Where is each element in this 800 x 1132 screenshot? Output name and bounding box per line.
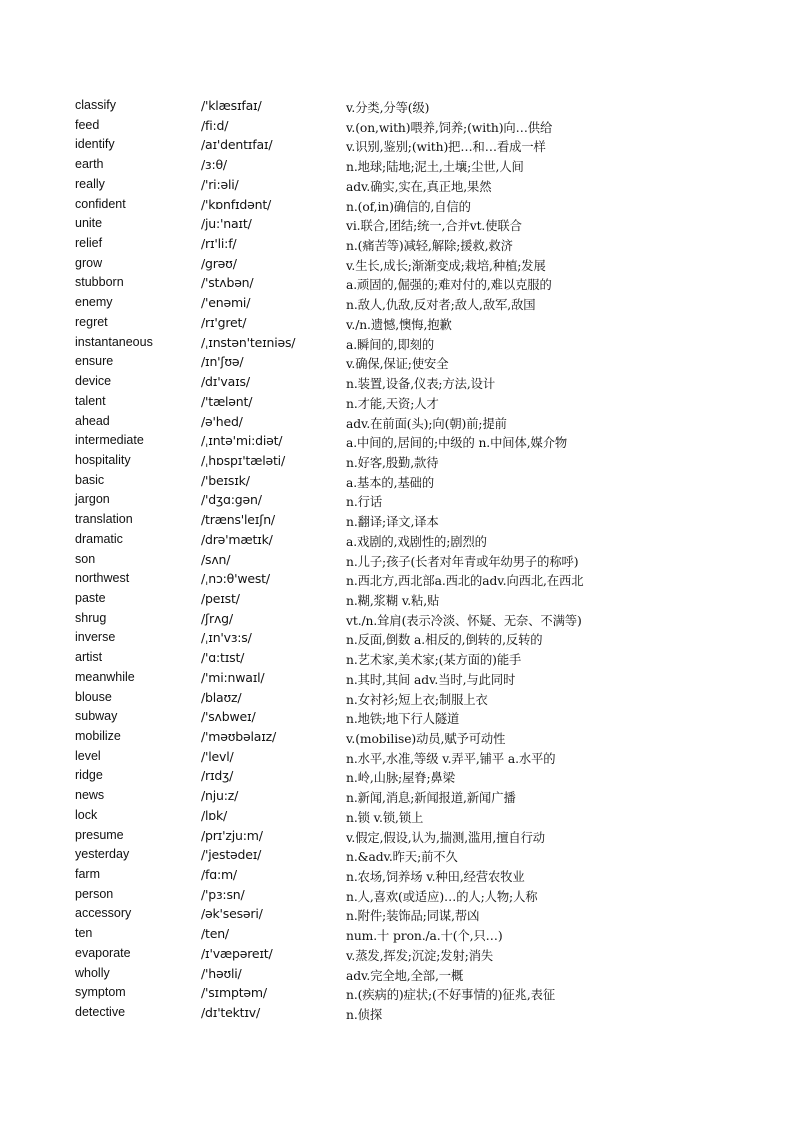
vocab-word: intermediate bbox=[75, 433, 144, 448]
vocab-definition: n.&adv.昨天;前不久 bbox=[346, 850, 458, 865]
vocab-entry bbox=[0, 176, 800, 196]
vocab-phonetic: /'beɪsɪk/ bbox=[201, 472, 250, 488]
vocab-entry bbox=[0, 294, 800, 314]
vocab-definition: n.糊,浆糊 v.粘,贴 bbox=[346, 593, 440, 608]
vocab-definition: vt./n.耸肩(表示冷淡、怀疑、无奈、不满等) bbox=[346, 613, 582, 628]
vocab-phonetic: /blaʊz/ bbox=[201, 689, 242, 705]
vocab-definition: n.锁 v.锁,锁上 bbox=[346, 810, 424, 825]
vocab-phonetic: /ɜ:θ/ bbox=[201, 157, 227, 173]
vocab-phonetic: /'ɑ:tɪst/ bbox=[201, 650, 245, 666]
vocab-word: enemy bbox=[75, 295, 113, 310]
vocab-phonetic: /fɑ:m/ bbox=[201, 867, 237, 883]
vocab-entry bbox=[0, 491, 800, 511]
vocab-entry bbox=[0, 255, 800, 275]
vocab-definition: adv.确实,实在,真正地,果然 bbox=[346, 179, 492, 194]
vocab-definition: n.敌人,仇敌,反对者;敌人,敌军,敌国 bbox=[346, 298, 536, 313]
vocab-definition: v.分类,分等(级) bbox=[346, 101, 430, 115]
vocab-definition: v.假定,假设,认为,揣测,滥用,擅自行动 bbox=[346, 830, 545, 845]
vocab-phonetic: /ˌnɔ:θ'west/ bbox=[201, 571, 270, 587]
vocab-definition: n.侦探 bbox=[346, 1008, 383, 1023]
vocab-definition: n.地球;陆地;泥土,土壤;尘世,人间 bbox=[346, 160, 524, 175]
vocab-phonetic: /ʃrʌg/ bbox=[201, 610, 233, 626]
vocab-entry bbox=[0, 551, 800, 571]
vocab-definition: vi.联合,团结;统一,合并vt.使联合 bbox=[346, 219, 522, 234]
vocab-entry bbox=[0, 196, 800, 216]
vocab-word: really bbox=[75, 176, 105, 191]
vocab-entry bbox=[0, 97, 800, 117]
vocab-phonetic: /drə'mætɪk/ bbox=[201, 531, 273, 547]
vocab-word: presume bbox=[75, 827, 124, 842]
vocab-phonetic: /'sɪmptəm/ bbox=[201, 985, 267, 1001]
vocab-word: symptom bbox=[75, 985, 126, 1000]
vocab-phonetic: /fi:d/ bbox=[201, 117, 229, 133]
vocab-definition: n.反面,倒数 a.相反的,倒转的,反转的 bbox=[346, 633, 543, 648]
vocab-word: hospitality bbox=[75, 452, 131, 467]
vocab-phonetic: /'həʊli/ bbox=[201, 965, 242, 981]
vocab-phonetic: /prɪ'zju:m/ bbox=[201, 827, 263, 843]
vocab-entry bbox=[0, 886, 800, 906]
vocab-phonetic: /'mi:nwaɪl/ bbox=[201, 669, 265, 685]
vocab-word: jargon bbox=[75, 492, 110, 507]
vocab-word: ensure bbox=[75, 354, 114, 369]
vocab-word: meanwhile bbox=[75, 669, 135, 684]
vocab-definition: n.人,喜欢(或适应)…的人;人物;人称 bbox=[346, 889, 538, 904]
vocab-entry bbox=[0, 767, 800, 787]
vocab-word: paste bbox=[75, 590, 106, 605]
vocab-phonetic: /'məʊbəlaɪz/ bbox=[201, 729, 277, 744]
vocab-entry bbox=[0, 689, 800, 709]
vocab-phonetic: /peɪst/ bbox=[201, 590, 240, 606]
vocab-phonetic: /aɪ'dentɪfaɪ/ bbox=[201, 137, 273, 153]
vocab-definition: v.(on,with)喂养,饲养;(with)向…供给 bbox=[346, 120, 553, 135]
vocab-entry bbox=[0, 472, 800, 492]
vocab-entry bbox=[0, 413, 800, 433]
vocab-phonetic: /'pɜ:sn/ bbox=[201, 886, 245, 902]
vocab-word: detective bbox=[75, 1005, 126, 1020]
vocab-entry bbox=[0, 570, 800, 590]
vocab-word: ridge bbox=[75, 768, 103, 783]
vocab-word: regret bbox=[75, 314, 108, 329]
vocab-entry bbox=[0, 117, 800, 137]
vocab-entry bbox=[0, 393, 800, 413]
vocab-word: wholly bbox=[75, 965, 110, 980]
vocab-definition: v.确保,保证;使安全 bbox=[346, 357, 449, 372]
vocab-definition: n.(疾病的)症状;(不好事情的)征兆,表征 bbox=[346, 988, 556, 1003]
vocab-phonetic: /grəʊ/ bbox=[201, 255, 237, 271]
vocab-phonetic: /ək'sesəri/ bbox=[201, 906, 263, 922]
vocab-word: son bbox=[75, 551, 96, 566]
vocab-entry bbox=[0, 866, 800, 886]
vocab-entry bbox=[0, 136, 800, 156]
vocab-word: subway bbox=[75, 709, 118, 724]
vocab-entry bbox=[0, 649, 800, 669]
vocab-definition: n.好客,殷勤,款待 bbox=[346, 455, 439, 470]
vocab-definition: v.识别,鉴别;(with)把…和…看成一样 bbox=[346, 140, 546, 155]
vocab-phonetic: /ˌɪn'vɜ:s/ bbox=[201, 630, 252, 646]
vocab-entry bbox=[0, 432, 800, 452]
vocab-definition: adv.完全地,全部,一概 bbox=[346, 968, 464, 983]
vocab-phonetic: /'ri:əli/ bbox=[201, 176, 239, 192]
vocab-word: talent bbox=[75, 393, 106, 408]
vocab-phonetic: /sʌn/ bbox=[201, 551, 231, 567]
vocab-word: level bbox=[75, 748, 101, 763]
vocab-definition: n.翻译;译文,译本 bbox=[346, 515, 439, 530]
vocab-definition: a.基本的,基础的 bbox=[346, 475, 435, 490]
vocab-entry bbox=[0, 945, 800, 965]
vocab-definition: n.西北方,西北部a.西北的adv.向西北,在西北 bbox=[346, 574, 584, 589]
vocab-word: ahead bbox=[75, 413, 110, 428]
vocab-word: stubborn bbox=[75, 275, 124, 290]
vocab-entry bbox=[0, 1004, 800, 1024]
vocab-phonetic: /'stʌbən/ bbox=[201, 275, 254, 291]
vocab-phonetic: /'sʌbweɪ/ bbox=[201, 709, 256, 725]
vocab-entry bbox=[0, 925, 800, 945]
vocab-word: artist bbox=[75, 650, 103, 665]
vocab-phonetic: /'enəmi/ bbox=[201, 295, 251, 311]
vocab-word: northwest bbox=[75, 571, 130, 586]
vocab-word: relief bbox=[75, 236, 103, 251]
vocab-definition: n.女衬衫;短上衣;制服上衣 bbox=[346, 692, 488, 707]
vocab-entry bbox=[0, 235, 800, 255]
vocab-definition: num.十 pron./a.十(个,只…) bbox=[346, 929, 503, 944]
vocab-definition: adv.在前面(头);向(朝)前;提前 bbox=[346, 416, 507, 431]
vocab-entry bbox=[0, 353, 800, 373]
vocab-word: inverse bbox=[75, 630, 116, 645]
vocab-entry bbox=[0, 827, 800, 847]
vocab-definition: n.儿子;孩子(长者对年青或年幼男子的称呼) bbox=[346, 554, 579, 569]
vocab-definition: n.才能,天资;人才 bbox=[346, 396, 439, 411]
vocab-phonetic: /ju:'naɪt/ bbox=[201, 216, 252, 232]
vocab-entry bbox=[0, 274, 800, 294]
vocab-definition: n.水平,水准,等级 v.弄平,铺平 a.水平的 bbox=[346, 751, 556, 766]
vocab-phonetic: /ɪ'væpəreɪt/ bbox=[201, 945, 273, 961]
vocab-phonetic: /nju:z/ bbox=[201, 788, 239, 804]
vocab-entry bbox=[0, 748, 800, 768]
vocab-word: instantaneous bbox=[75, 334, 153, 349]
vocab-word: person bbox=[75, 886, 114, 901]
vocab-entry bbox=[0, 334, 800, 354]
vocab-word: classify bbox=[75, 98, 116, 112]
vocab-word: device bbox=[75, 374, 112, 389]
vocab-definition: n.其时,其间 adv.当时,与此同时 bbox=[346, 672, 516, 687]
vocab-definition: a.顽固的,倔强的;难对付的,难以克服的 bbox=[346, 278, 552, 293]
vocab-entry bbox=[0, 708, 800, 728]
vocab-entry bbox=[0, 215, 800, 235]
vocab-word: blouse bbox=[75, 689, 112, 704]
vocab-entry bbox=[0, 965, 800, 985]
vocab-word: unite bbox=[75, 216, 103, 231]
vocab-definition: a.戏剧的,戏剧性的;剧烈的 bbox=[346, 534, 487, 549]
vocab-definition: a.中间的,居间的;中级的 n.中间体,媒介物 bbox=[346, 436, 568, 451]
vocab-word: earth bbox=[75, 157, 104, 172]
vocab-phonetic: /træns'leɪʃn/ bbox=[201, 512, 275, 528]
vocab-entry bbox=[0, 846, 800, 866]
vocab-entry bbox=[0, 156, 800, 176]
vocab-definition: n.附件;装饰品;同谋,帮凶 bbox=[346, 909, 480, 924]
vocab-entry bbox=[0, 610, 800, 630]
vocab-entry bbox=[0, 629, 800, 649]
vocab-entry bbox=[0, 373, 800, 393]
vocab-word: basic bbox=[75, 472, 105, 487]
vocab-word: news bbox=[75, 788, 105, 803]
vocab-phonetic: /dɪ'tektɪv/ bbox=[201, 1005, 261, 1021]
vocab-definition: n.地铁;地下行人隧道 bbox=[346, 712, 460, 727]
vocab-definition: n.农场,饲养场 v.种田,经营农牧业 bbox=[346, 870, 525, 885]
vocab-entry bbox=[0, 531, 800, 551]
vocabulary-list bbox=[0, 97, 800, 1024]
vocab-word: lock bbox=[75, 807, 98, 822]
vocab-definition: a.瞬间的,即刻的 bbox=[346, 337, 435, 352]
vocab-word: accessory bbox=[75, 906, 132, 921]
vocab-phonetic: /'levl/ bbox=[201, 748, 234, 764]
vocab-phonetic: /ˌɪntə'mi:diət/ bbox=[201, 433, 283, 449]
vocab-definition: v.蒸发,挥发;沉淀;发射;消失 bbox=[346, 948, 494, 963]
vocab-word: dramatic bbox=[75, 531, 123, 546]
vocab-word: translation bbox=[75, 512, 133, 527]
vocab-word: farm bbox=[75, 867, 100, 882]
vocab-definition: n.(痛苦等)减轻,解除;援救,救济 bbox=[346, 239, 513, 254]
vocab-entry bbox=[0, 787, 800, 807]
vocab-entry bbox=[0, 511, 800, 531]
vocab-word: confident bbox=[75, 196, 126, 211]
vocab-entry bbox=[0, 314, 800, 334]
vocab-phonetic: /rɪ'li:f/ bbox=[201, 236, 237, 252]
vocab-phonetic: /ten/ bbox=[201, 926, 229, 942]
vocab-phonetic: /'jestədeɪ/ bbox=[201, 847, 262, 863]
vocab-definition: n.新闻,消息;新闻报道,新闻广播 bbox=[346, 791, 516, 806]
vocab-phonetic: /rɪ'gret/ bbox=[201, 314, 247, 330]
vocab-definition: v./n.遗憾,懊悔,抱歉 bbox=[346, 317, 452, 332]
vocab-definition: n.(of,in)确信的,自信的 bbox=[346, 199, 471, 214]
vocab-phonetic: /'tælənt/ bbox=[201, 393, 253, 409]
vocab-phonetic: /ɪn'ʃʊə/ bbox=[201, 354, 244, 370]
vocab-entry bbox=[0, 807, 800, 827]
vocab-definition: v.生长,成长;渐渐变成;栽培,种植;发展 bbox=[346, 258, 546, 273]
vocab-phonetic: /'klæsɪfaɪ/ bbox=[201, 98, 262, 113]
vocab-definition: v.(mobilise)动员,赋予可动性 bbox=[346, 732, 506, 746]
vocab-word: identify bbox=[75, 137, 115, 152]
vocab-word: shrug bbox=[75, 610, 107, 625]
vocab-entry bbox=[0, 452, 800, 472]
vocab-word: evaporate bbox=[75, 945, 131, 960]
vocab-word: grow bbox=[75, 255, 103, 270]
vocab-definition: n.艺术家,美术家;(某方面的)能手 bbox=[346, 653, 522, 668]
vocab-entry bbox=[0, 728, 800, 748]
vocab-entry bbox=[0, 669, 800, 689]
vocab-definition: n.装置,设备,仪表;方法,设计 bbox=[346, 377, 496, 392]
vocab-word: feed bbox=[75, 117, 100, 132]
vocab-phonetic: /dɪ'vaɪs/ bbox=[201, 374, 250, 390]
vocab-word: mobilize bbox=[75, 729, 121, 743]
vocab-entry bbox=[0, 905, 800, 925]
vocab-phonetic: /rɪdʒ/ bbox=[201, 768, 234, 784]
vocab-phonetic: /ˌhɒspɪ'tæləti/ bbox=[201, 452, 285, 468]
vocab-phonetic: /'kɒnfɪdənt/ bbox=[201, 196, 272, 212]
vocab-phonetic: /lɒk/ bbox=[201, 807, 228, 823]
vocab-entry bbox=[0, 590, 800, 610]
vocab-definition: n.行话 bbox=[346, 495, 383, 510]
vocab-phonetic: /'dʒɑ:gən/ bbox=[201, 492, 262, 508]
vocab-word: ten bbox=[75, 926, 93, 941]
vocab-phonetic: /ə'hed/ bbox=[201, 413, 243, 429]
vocab-definition: n.岭,山脉;屋脊;鼻梁 bbox=[346, 771, 455, 786]
vocab-entry bbox=[0, 984, 800, 1004]
vocab-word: yesterday bbox=[75, 847, 130, 862]
vocab-phonetic: /ˌɪnstən'teɪniəs/ bbox=[201, 334, 296, 350]
